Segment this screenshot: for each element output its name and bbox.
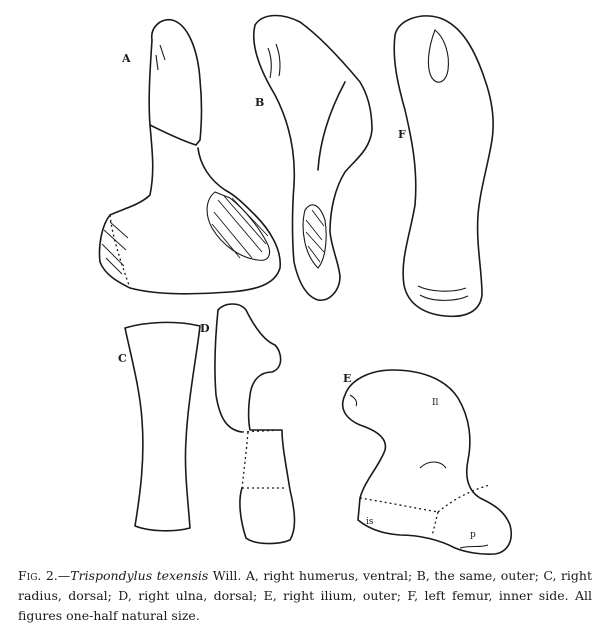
panel-label-b: B — [255, 96, 265, 109]
figure-caption — [18, 566, 592, 626]
panel-label-d: D — [200, 322, 210, 335]
radius-dorsal-drawing — [125, 322, 200, 530]
caption-figure-number: Fig. 2. — [18, 568, 58, 583]
caption-body: A, right humerus, ventral; B, the same, outer; C, right radius, dorsal; D, right ulna, dorsal; E, right ilium, outer; F, left femur, inner side. All figures one-half natural size. — [18, 568, 592, 623]
panel-label-c: C — [118, 352, 127, 365]
femur-inner-drawing — [394, 16, 493, 316]
humerus-outer-drawing — [254, 16, 372, 301]
ulna-dorsal-drawing — [215, 304, 295, 544]
region-label-ilium-blade: Il — [432, 398, 439, 408]
panel-label-a: A — [122, 52, 131, 65]
region-label-ischium: is — [366, 517, 374, 527]
panel-label-e: E — [343, 372, 352, 385]
caption-dash: — — [57, 568, 71, 583]
caption-author: Will. — [212, 568, 242, 583]
caption-species-name: Trispondylus texensis — [70, 568, 209, 583]
panel-label-f: F — [398, 128, 406, 141]
region-label-pubis: p — [470, 530, 476, 540]
